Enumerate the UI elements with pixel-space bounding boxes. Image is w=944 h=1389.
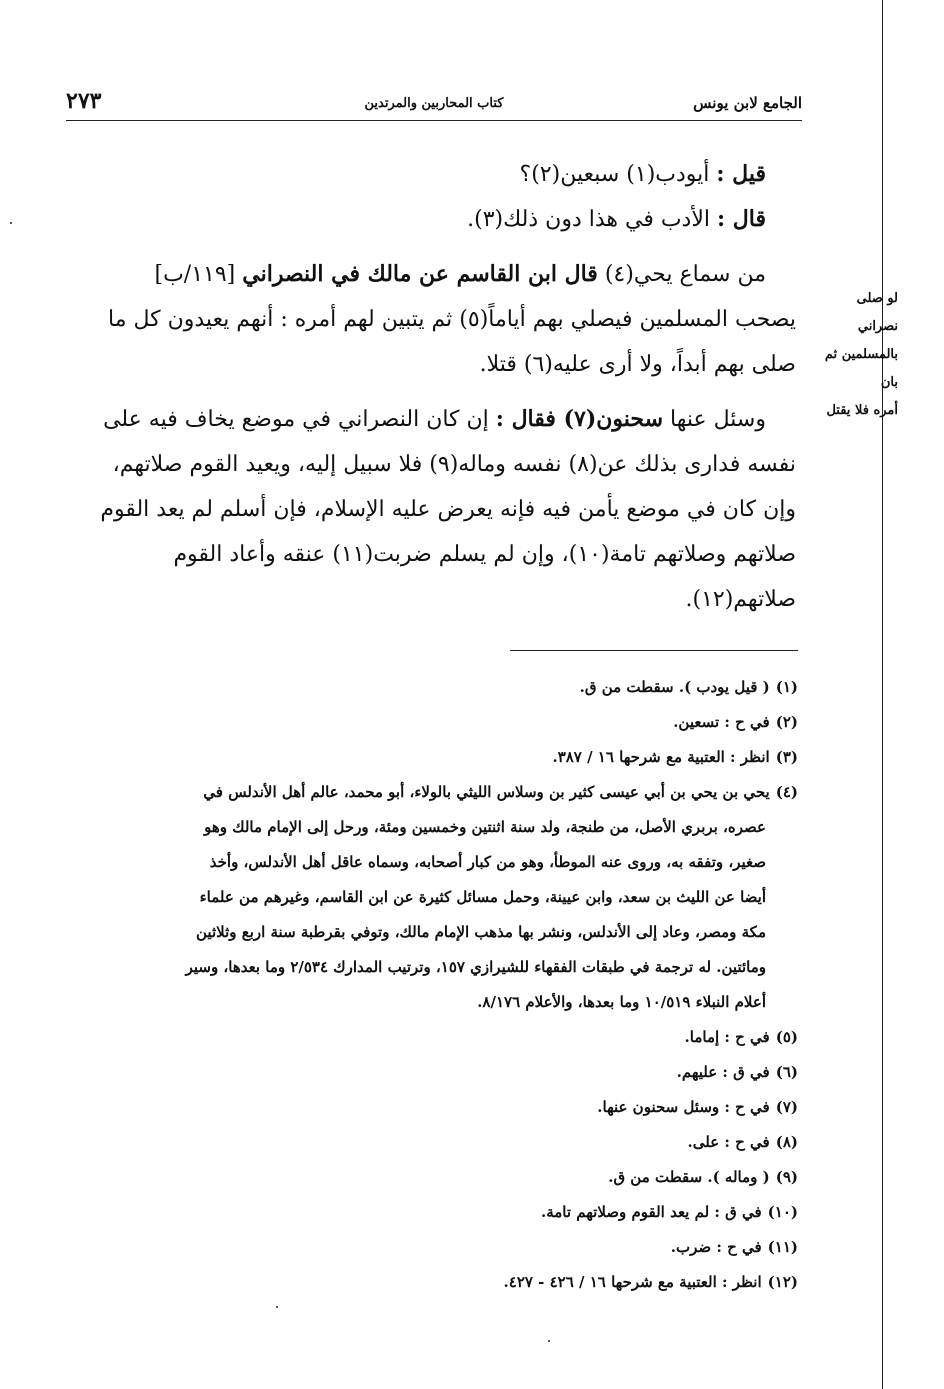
footnote-number: (٧) (775, 1098, 798, 1116)
footnote-line: مكة ومصر، وعاد إلى الأندلس، ونشر بها مذهب الإمام مالك، وتوفي بقرطبة سنة اربع وثلاثين (196, 923, 766, 941)
footnote-number: (٦) (775, 1063, 798, 1081)
marginal-note-line: أمره فلا يقتل (826, 403, 898, 418)
scan-speck (10, 222, 12, 224)
footnote-text: انظر : العتبية مع شرحها ١٦ / ٣٨٧. (552, 748, 770, 766)
footnote-text: يحي بن يحي بن أبي عيسى كثير بن وسلاس الليثي بالولاء، أبو محمد، عالم أهل الأندلس في (203, 783, 770, 801)
paragraph-samaa-yahya (66, 252, 796, 387)
footnote (66, 705, 798, 740)
footnote-line: عصره، بربري الأصل، من طنجة، ولد سنة اثنتين وخمسين ومئة، ورحل إلى الإمام مالك وهو (204, 818, 766, 836)
footnote (66, 740, 798, 775)
footnote-number: (١٠) (767, 1203, 798, 1221)
marginal-note (818, 285, 898, 425)
footnote (66, 1230, 798, 1265)
paragraph-line: صلاتهم وصلاتهم تامة(١٠)، وإن لم يسلم ضربت(١١) عنقه وأعاد القوم (173, 542, 796, 567)
folio-marker: [١١٩/ب] (154, 262, 236, 287)
footnote-text: في ح : إماما. (684, 1028, 770, 1046)
page-header (66, 88, 802, 122)
speaker-label: قيل : (716, 161, 766, 187)
footnote-number: (٩) (775, 1168, 798, 1186)
paragraph-sahnun (66, 397, 796, 622)
footnote-biography (66, 775, 798, 1020)
paragraph-qal (66, 197, 796, 242)
scan-speck (548, 1340, 550, 1342)
paragraph-line: يصحب المسلمين فيصلي بهم أياماً(٥) ثم يتبين لهم أمره : أنهم يعيدون كل ما (108, 307, 796, 332)
footnote-text: في ق : لم يعد القوم وصلاتهم تامة. (541, 1203, 762, 1221)
paragraph-line (66, 252, 796, 297)
footnote (66, 1195, 798, 1230)
main-text (66, 152, 796, 632)
running-title-book: الجامع لابن يونس (693, 94, 802, 112)
footnote (66, 1090, 798, 1125)
paragraph-text: أيودب(١) سبعين(٢)؟ (519, 162, 710, 187)
footnote (66, 670, 798, 705)
line-segment: وسئل عنها (670, 407, 766, 432)
footnote-text: انظر : العتبية مع شرحها ١٦ / ٤٢٦ - ٤٢٧. (503, 1273, 762, 1291)
footnote-line (66, 775, 798, 810)
margin-rule (882, 0, 883, 1389)
paragraph-line: صلاتهم(١٢). (685, 587, 796, 612)
footnote-number: (١٢) (767, 1273, 798, 1291)
footnote-line: ومائتين. له ترجمة في طبقات الفقهاء للشيرازي ١٥٧، وترتيب المدارك ٢/٥٣٤ وما بعدها، وسير (185, 958, 766, 976)
paragraph-qil (66, 152, 796, 197)
footnote-number: (٣) (775, 748, 798, 766)
footnote-text: في ح : وسئل سحنون عنها. (597, 1098, 770, 1116)
footnote-number: (٢) (775, 713, 798, 731)
footnote-text: في ح : على. (687, 1133, 770, 1151)
footnotes (66, 670, 798, 1300)
footnote-text: ( قيل يودب ). سقطت من ق. (579, 678, 770, 696)
footnote (66, 1020, 798, 1055)
paragraph-line: صلى بهم أبداً، ولا أرى عليه(٦) قتلا. (479, 352, 796, 377)
header-rule (66, 120, 802, 121)
footnote-number: (٨) (775, 1133, 798, 1151)
marginal-note-line: لو صلى نصراني (856, 291, 898, 334)
line-segment-bold: قال ابن القاسم عن مالك في النصراني (242, 261, 598, 287)
footnote-line: صغير، وتفقه به، وروى عنه الموطأ، وهو من كبار أصحابه، وسماه عاقل أهل الأندلس، وأخذ (209, 853, 766, 871)
footnote-number: (١) (775, 678, 798, 696)
line-segment: إن كان النصراني في موضع يخاف فيه على (103, 407, 489, 432)
running-title-chapter: كتاب المحاربين والمرتدين (364, 96, 504, 111)
scan-speck (276, 1306, 278, 1308)
footnote-text: في ح : تسعين. (673, 713, 770, 731)
speaker-label: قال : (717, 206, 766, 232)
footnote-number: (٤) (775, 783, 798, 801)
page-number: ٢٧٣ (66, 88, 102, 114)
footnote-number: (١١) (767, 1238, 798, 1256)
footnote (66, 1265, 798, 1300)
paragraph-line: وإن كان في موضع يأمن فيه فإنه يعرض عليه الإسلام، فإن أسلم لم يعد القوم (100, 497, 796, 522)
paragraph-line: نفسه فدارى بذلك عن(٨) نفسه وماله(٩) فلا سبيل إليه، ويعيد القوم صلاتهم، (112, 452, 796, 477)
footnote-text: في ق : عليهم. (676, 1063, 770, 1081)
footnote-separator (510, 650, 798, 651)
line-segment: من سماع يحي(٤) (604, 262, 766, 287)
line-segment-bold: سحنون(٧) فقال : (495, 406, 664, 432)
footnote-line: أعلام النبلاء ١٠/٥١٩ وما بعدها، والأعلام ٨/١٧٦. (477, 993, 766, 1011)
paragraph-line (66, 397, 796, 442)
footnote-line: أيضا عن الليث بن سعد، وابن عيينة، وحمل مسائل كثيرة عن ابن القاسم، وغيرهم من علماء (199, 888, 766, 906)
paragraph-text: الأدب في هذا دون ذلك(٣). (467, 207, 711, 232)
footnote (66, 1160, 798, 1195)
marginal-note-line: بالمسلمين ثم بان (824, 347, 898, 390)
footnote (66, 1125, 798, 1160)
footnote (66, 1055, 798, 1090)
footnote-number: (٥) (775, 1028, 798, 1046)
footnote-text: في ح : ضرب. (670, 1238, 762, 1256)
footnote-text: ( وماله ). سقطت من ق. (608, 1168, 770, 1186)
